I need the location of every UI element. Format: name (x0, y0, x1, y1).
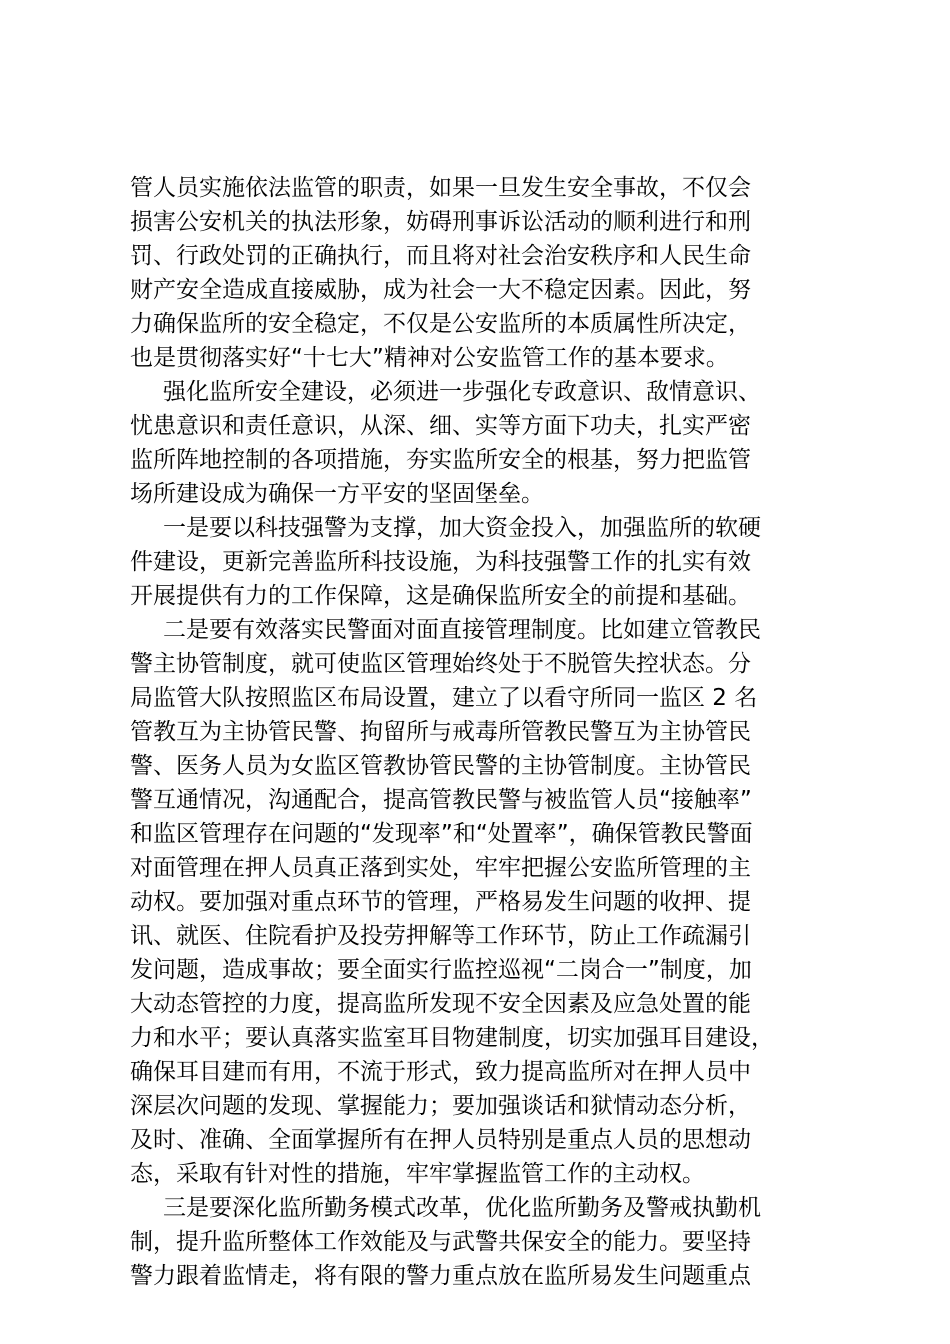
text-line: 管人员实施依法监管的职责，如果一旦发生安全事故，不仅会 (130, 175, 751, 201)
text-line: 确保耳目建而有用，不流于形式，致力提高监所对在押人员中 (130, 1059, 751, 1085)
text-line: 动权。要加强对重点环节的管理，严格易发生问题的收押、提 (130, 889, 751, 915)
text-line: 也是贯彻落实好“十七大”精神对公安监管工作的基本要求。 (130, 345, 729, 371)
text-line: 管教互为主协管民警、拘留所与戒毒所管教民警互为主协管民 (130, 719, 751, 745)
paragraph-first-line: 二是要有效落实民警面对面直接管理制度。比如建立管教民 (163, 617, 761, 643)
text-line: 警互通情况，沟通配合，提高管教民警与被监管人员“接触率” (130, 787, 752, 813)
text-line: 力确保监所的安全稳定，不仅是公安监所的本质属性所决定， (130, 311, 751, 337)
paragraph-first-line: 一是要以科技强警为支撑，加大资金投入，加强监所的软硬 (163, 515, 761, 541)
text-line: 场所建设成为确保一方平安的坚固堡垒。 (130, 481, 544, 507)
text-line: 罚、行政处罚的正确执行，而且将对社会治安秩序和人民生命 (130, 243, 751, 269)
text-line: 警力跟着监情走，将有限的警力重点放在监所易发生问题重点 (130, 1263, 751, 1289)
text-line: 件建设，更新完善监所科技设施，为科技强警工作的扎实有效 (130, 549, 751, 575)
text-line: 局监管大队按照监区布局设置，建立了以看守所同一监区 2 名 (130, 685, 758, 711)
text-line: 对面管理在押人员真正落到实处，牢牢把握公安监所管理的主 (130, 855, 751, 881)
document-page (130, 171, 824, 1293)
text-line: 警、医务人员为女监区管教协管民警的主协管制度。主协管民 (130, 753, 751, 779)
text-line: 及时、准确、全面掌握所有在押人员特别是重点人员的思想动 (130, 1127, 751, 1153)
paragraph-first-line: 三是要深化监所勤务模式改革，优化监所勤务及警戒执勤机 (163, 1195, 761, 1221)
text-line: 监所阵地控制的各项措施，夯实监所安全的根基，努力把监管 (130, 447, 751, 473)
text-line: 大动态管控的力度，提高监所发现不安全因素及应急处置的能 (130, 991, 751, 1017)
text-line: 深层次问题的发现、掌握能力；要加强谈话和狱情动态分析， (130, 1093, 751, 1119)
text-line: 发问题，造成事故；要全面实行监控巡视“二岗合一”制度，加 (130, 957, 752, 983)
text-line: 制，提升监所整体工作效能及与武警共保安全的能力。要坚持 (130, 1229, 751, 1255)
text-line: 态，采取有针对性的措施，牢牢掌握监管工作的主动权。 (130, 1161, 705, 1187)
text-line: 和监区管理存在问题的“发现率”和“处置率”，确保管教民警面 (130, 821, 753, 847)
text-line: 力和水平；要认真落实监室耳目物建制度，切实加强耳目建设， (130, 1025, 774, 1051)
text-line: 忧患意识和责任意识，从深、细、实等方面下功夫，扎实严密 (130, 413, 751, 439)
text-line: 讯、就医、住院看护及投劳押解等工作环节，防止工作疏漏引 (130, 923, 751, 949)
text-line: 财产安全造成直接威胁，成为社会一大不稳定因素。因此，努 (130, 277, 751, 303)
text-line: 开展提供有力的工作保障，这是确保监所安全的前提和基础。 (130, 583, 751, 609)
text-line: 警主协管制度，就可使监区管理始终处于不脱管失控状态。分 (130, 651, 751, 677)
paragraph-first-line: 强化监所安全建设，必须进一步强化专政意识、敌情意识、 (163, 379, 761, 405)
text-line: 损害公安机关的执法形象，妨碍刑事诉讼活动的顺利进行和刑 (130, 209, 751, 235)
